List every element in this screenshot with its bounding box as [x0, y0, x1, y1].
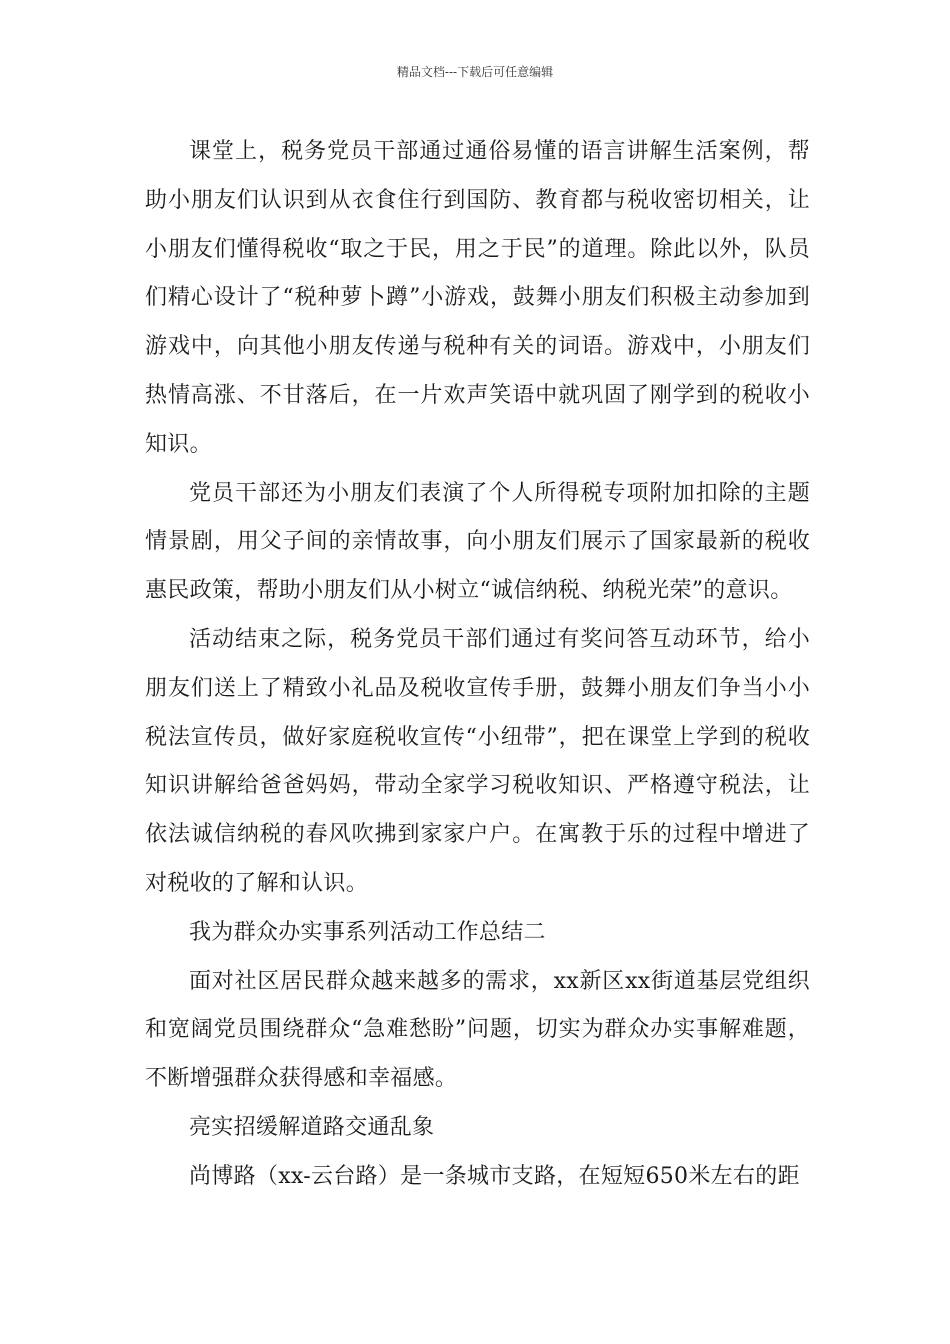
paragraph-activity-end: 活动结束之际，税务党员干部们通过有奖问答互动环节，给小朋友们送上了精致小礼品及税收宣传手册，鼓舞小朋友们争当小小税法宣传员，做好家庭税收宣传“小纽带”，把在课堂上学到的税收知识讲解给爸爸妈妈，带动全家学习税收知识、严格遵守税法，让依法诚信纳税的春风吹拂到家家户户。在寓教于乐的过程中增进了对税收的了解和认识。 [145, 626, 810, 896]
document-body [145, 128, 810, 1202]
paragraph-community-needs: 面对社区居民群众越来越多的需求，xx新区xx街道基层党组织和宽阔党员围绕群众“急难愁盼”问题，切实为群众办实事解难题，不断增强群众获得感和幸福感。 [145, 968, 810, 1092]
paragraph-classroom: 课堂上，税务党员干部通过通俗易懂的语言讲解生活案例，帮助小朋友们认识到从衣食住行到国防、教育都与税收密切相关，让小朋友们懂得税收“取之于民，用之于民”的道理。除此以外，队员们精心设计了“税种萝卜蹲”小游戏，鼓舞小朋友们积极主动参加到游戏中，向其他小朋友传递与税种有关的词语。游戏中，小朋友们热情高涨、不甘落后，在一片欢声笑语中就巩固了刚学到的税收小知识。 [145, 139, 810, 457]
section-heading-traffic: 亮实招缓解道路交通乱象 [189, 1114, 435, 1140]
paragraph-skit: 党员干部还为小朋友们表演了个人所得税专项附加扣除的主题情景剧，用父子间的亲情故事，向小朋友们展示了国家最新的税收惠民政策，帮助小朋友们从小树立“诚信纳税、纳税光荣”的意识。 [145, 480, 810, 604]
section-heading-summary-two: 我为群众办实事系列活动工作总结二 [189, 919, 546, 945]
page-header: 精品文档---下载后可任意编辑 [396, 65, 554, 79]
paragraph-shangbo-road: 尚博路（xx-云台路）是一条城市支路，在短短650米左右的距 [189, 1163, 800, 1189]
